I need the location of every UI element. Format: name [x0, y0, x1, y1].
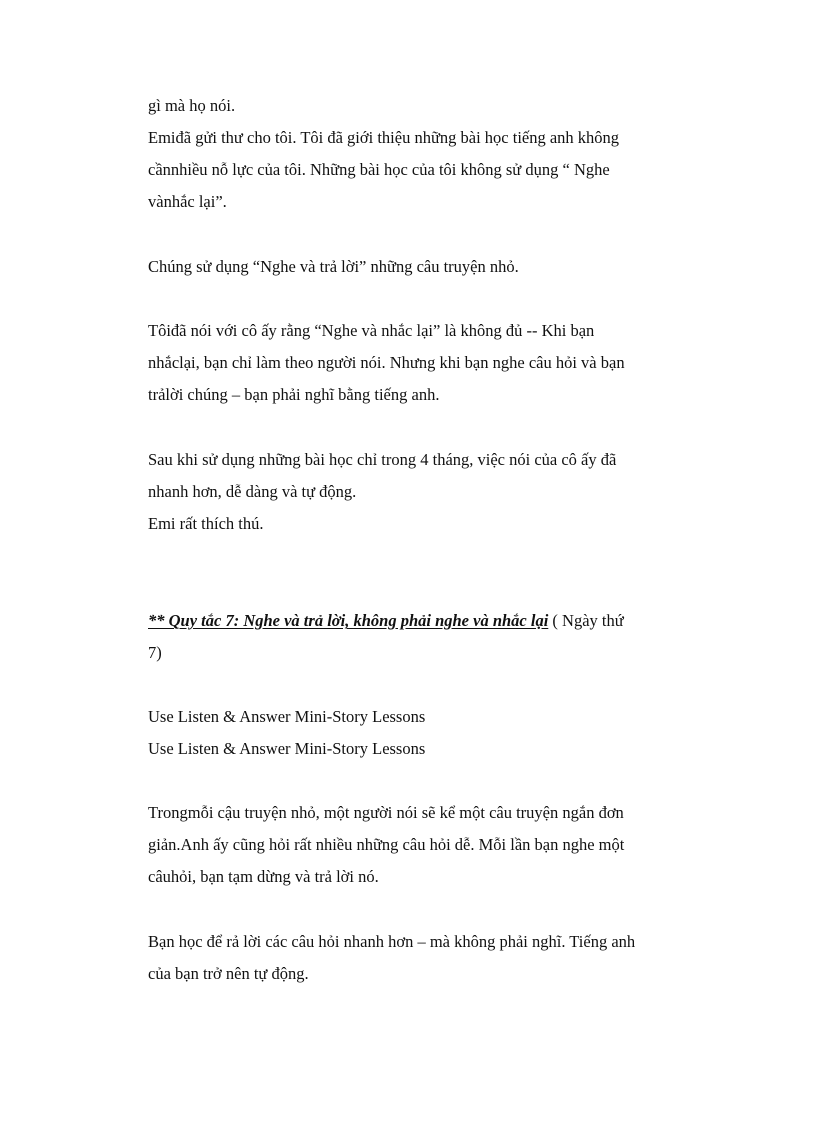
text-line: gì mà họ nói.	[148, 96, 236, 115]
text-line: Trongmỗi cậu truyện nhỏ, một người nói sẽ kể một câu truyện ngắn đơn	[148, 803, 624, 822]
subtitle-line: Use Listen & Answer Mini-Story Lessons	[148, 707, 426, 726]
text-line: Emi rất thích thú.	[148, 514, 264, 533]
text-line: Chúng sử dụng “Nghe và trả lời” những câu truyện nhỏ.	[148, 257, 519, 276]
subtitle-line: Use Listen & Answer Mini-Story Lessons	[148, 739, 426, 758]
text-line: Tôiđã nói với cô ấy rằng “Nghe và nhắc lại” là không đủ -- Khi bạn	[148, 321, 595, 340]
heading-title: ** Quy tắc 7: Nghe và trả lời, không phải nghe và nhắc lại	[148, 611, 549, 630]
text-line: giản.Anh ấy cũng hỏi rất nhiều những câu hỏi dễ. Mỗi lần bạn nghe một	[148, 835, 625, 854]
text-line: của bạn trở nên tự động.	[148, 964, 309, 983]
text-line: cầnnhiều nỗ lực của tôi. Những bài học của tôi không sử dụng “ Nghe	[148, 160, 610, 179]
text-line: vànhắc lại”.	[148, 192, 227, 211]
text-line: trảlời chúng – bạn phải nghĩ bằng tiếng anh.	[148, 385, 440, 404]
text-line: câuhỏi, bạn tạm dừng và trả lời nó.	[148, 867, 379, 886]
heading-day-label: ( Ngày thứ	[548, 611, 624, 630]
text-line: nhanh hơn, dễ dàng và tự động.	[148, 482, 357, 501]
text-line: nhắclại, bạn chỉ làm theo người nói. Nhưng khi bạn nghe câu hỏi và bạn	[148, 353, 625, 372]
section-heading	[148, 611, 624, 631]
text-line: Sau khi sử dụng những bài học chỉ trong 4 tháng, việc nói của cô ấy đã	[148, 450, 617, 469]
text-line: Bạn học để rả lời các câu hỏi nhanh hơn – mà không phải nghĩ. Tiếng anh	[148, 932, 636, 951]
heading-continuation: 7)	[148, 643, 162, 662]
text-line: Emiđã gửi thư cho tôi. Tôi đã giới thiệu những bài học tiếng anh không	[148, 128, 620, 147]
